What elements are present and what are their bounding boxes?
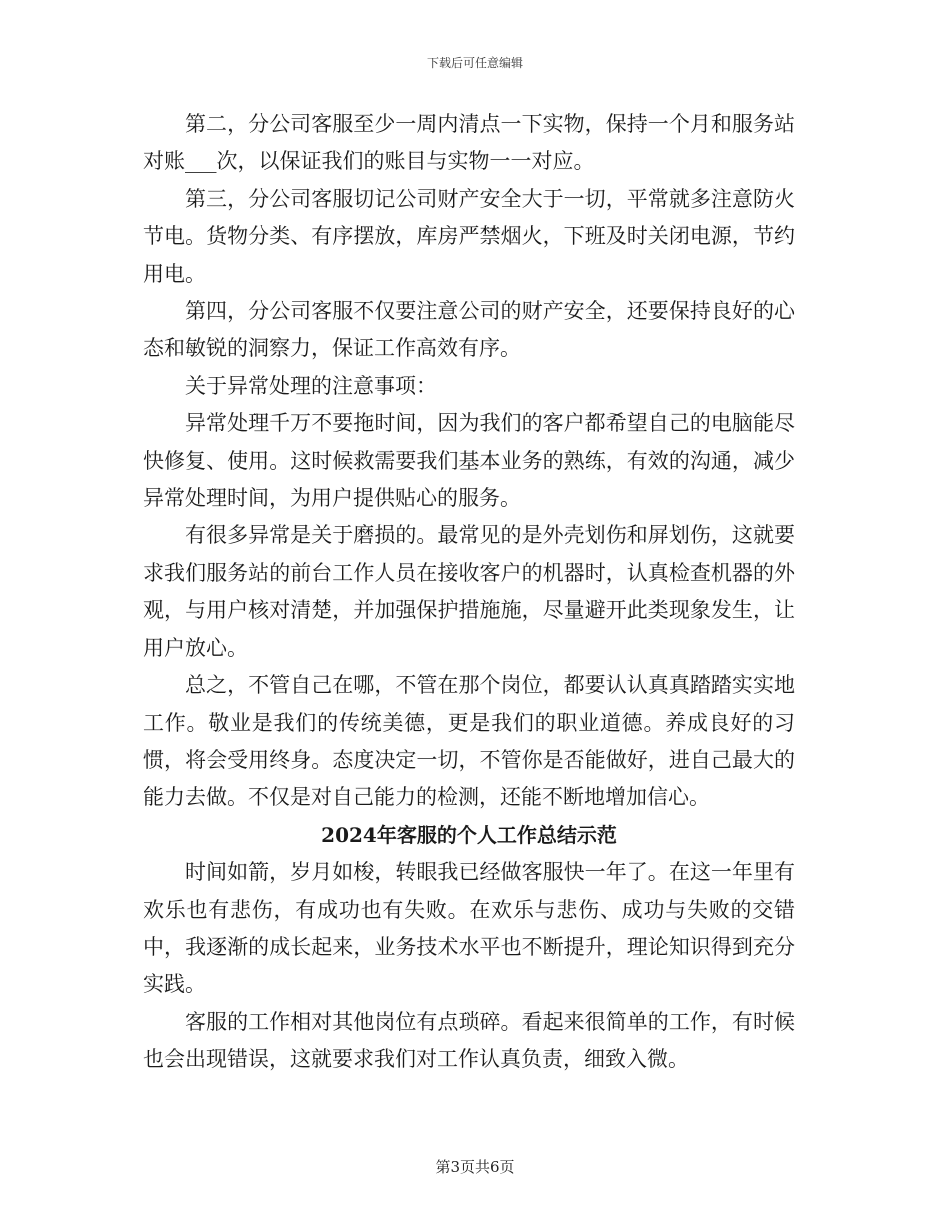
paragraph: 有很多异常是关于磨损的。最常见的是外壳划伤和屏划伤，这就要求我们服务站的前台工作人员在接收客户的机器时，认真检查机器的外观，与用户核对清楚，并加强保护措施施，尽量避开此类现象发生，让用户放心。 xyxy=(143,523,795,660)
paragraph: 时间如箭，岁月如梭，转眼我已经做客服快一年了。在这一年里有欢乐也有悲伤，有成功也有失败。在欢乐与悲伤、成功与失败的交错中，我逐渐的成长起来，业务技术水平也不断提升，理论知识得到充分实践。 xyxy=(143,860,795,997)
paragraph: 第二，分公司客服至少一周内清点一下实物，保持一个月和服务站对账___次，以保证我们的账目与实物一一对应。 xyxy=(143,112,795,174)
paragraph: 客服的工作相对其他岗位有点琐碎。看起来很简单的工作，有时候也会出现错误，这就要求我们对工作认真负责，细致入微。 xyxy=(143,1009,795,1072)
paragraph: 异常处理千万不要拖时间，因为我们的客户都希望自己的电脑能尽快修复、使用。这时候救需要我们基本业务的熟练，有效的沟通，减少异常处理时间，为用户提供贴心的服务。 xyxy=(143,411,795,511)
paragraph: 总之，不管自己在哪，不管在那个岗位，都要认认真真踏踏实实地工作。敬业是我们的传统美德，更是我们的职业道德。养成良好的习惯，将会受用终身。态度决定一切，不管你是否能做好，进自己最大的能力去做。不仅是对自己能力的检测，还能不断地增加信心。 xyxy=(143,673,795,810)
section-title: 2024年客服的个人工作总结示范 xyxy=(321,822,617,847)
paragraph: 第四，分公司客服不仅要注意公司的财产安全，还要保持良好的心态和敏锐的洞察力，保证工作高效有序。 xyxy=(143,299,795,361)
page-header-note: 下载后可任意编辑 xyxy=(426,56,523,70)
paragraph: 关于异常处理的注意事项： xyxy=(185,373,437,398)
document-body xyxy=(143,106,795,1079)
paragraph: 第三，分公司客服切记公司财产安全大于一切，平常就多注意防火节电。货物分类、有序摆放，库房严禁烟火，下班及时关闭电源，节约用电。 xyxy=(143,186,795,286)
page-number: 第3页共6页 xyxy=(435,1158,515,1176)
